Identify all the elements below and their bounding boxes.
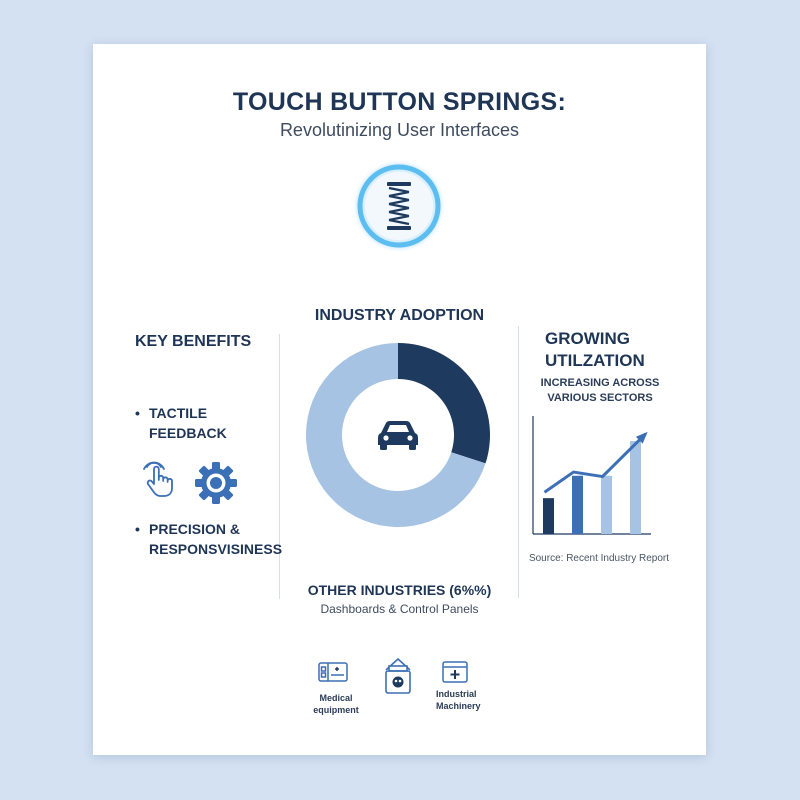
house-device-icon — [383, 656, 413, 696]
source-note: Source: Recent Industry Report — [528, 553, 670, 564]
bar-2 — [572, 476, 583, 534]
dashboards-label: Dashboards & Control Panels — [320, 602, 479, 616]
medical-equipment-label: Medical equipment — [313, 693, 359, 715]
growth-bar-chart — [529, 412, 653, 542]
benefit-label: PRECISION & RESPONSVISINESS — [149, 521, 283, 557]
title-line-2: UTILZATION — [545, 351, 645, 370]
page-title: TOUCH BUTTON SPRINGS: — [232, 88, 567, 116]
touch-hand-icon — [141, 458, 175, 498]
other-industries-label: OTHER INDUSTRIES (6%%) — [307, 582, 492, 598]
bar-1 — [543, 498, 554, 534]
subtitle-line-2: VARIOUS SECTORS — [547, 392, 653, 404]
bar-4 — [630, 441, 641, 534]
industry-adoption-donut-chart — [303, 340, 493, 530]
subtitle-line-1: INCREASING ACROSS — [540, 377, 660, 389]
gear-icon — [193, 460, 239, 506]
page-subtitle: Revolutinizing User Interfaces — [279, 120, 520, 140]
column-divider-left — [279, 334, 280, 599]
benefit-precision — [135, 519, 289, 559]
benefit-label: TACTILE FEEDBACK — [149, 405, 227, 441]
car-icon — [378, 421, 418, 450]
bullet: • — [135, 405, 140, 421]
medical-equipment-icon — [318, 661, 348, 683]
industrial-machinery-label: Industrial Machinery — [436, 689, 481, 711]
spring-icon — [351, 158, 447, 254]
industrial-machinery-icon — [442, 661, 468, 683]
bullet: • — [135, 521, 140, 537]
infographic-card — [93, 44, 706, 755]
growing-utilization-title — [545, 328, 695, 372]
bar-3 — [601, 476, 612, 534]
industry-adoption-title: INDUSTRY ADOPTION — [314, 307, 485, 324]
title-line-1: GROWING — [545, 329, 630, 348]
benefit-tactile-feedback — [135, 403, 249, 443]
key-benefits-title: KEY BENEFITS — [135, 333, 252, 350]
growing-utilization-subtitle — [525, 376, 675, 406]
